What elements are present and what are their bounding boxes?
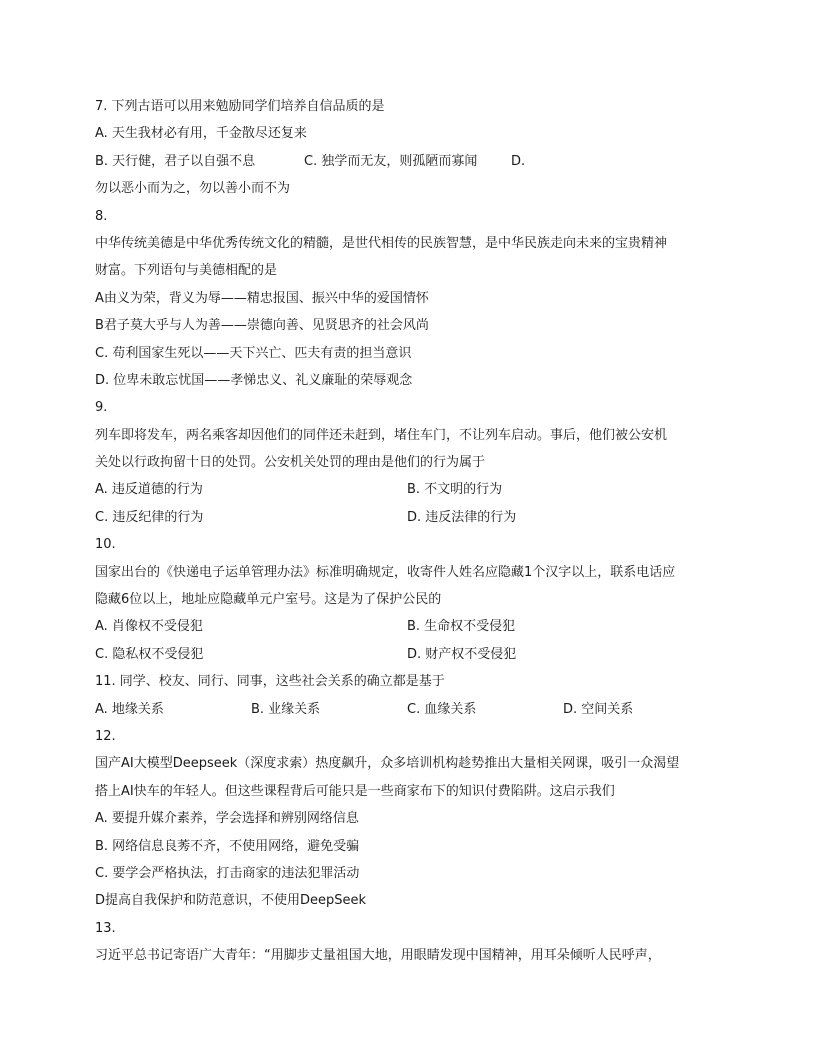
q7-option-a: A. 天生我材必有用，千金散尽还复来 [95, 126, 307, 142]
q8-option-c: C. 苟利国家生死以——天下兴亡、匹夫有责的担当意识 [95, 345, 412, 361]
q10-stem-line2: 隐藏6位以上，地址应隐藏单元户室号。这是为了保护公民的 [95, 592, 442, 608]
q7-option-d: 勿以恶小而为之，勿以善小而不为 [95, 181, 291, 197]
q8-option-a: A由义为荣，背义为辱——精忠报国、振兴中华的爱国情怀 [95, 290, 429, 306]
q13-number: 13. [95, 920, 116, 936]
q8-stem-line1: 中华传统美德是中华优秀传统文化的精髓，是世代相传的民族智慧，是中华民族走向未来的宝贵精神 [95, 235, 668, 251]
q12-option-b: B. 网络信息良莠不齐，不使用网络，避免受骗 [95, 838, 360, 854]
q9-option-c: C. 违反纪律的行为 [95, 509, 204, 525]
q10-stem-line1: 国家出台的《快递电子运单管理办法》标准明确规定，收寄件人姓名应隐藏1个汉字以上，联系电话应 [95, 564, 676, 580]
q12-option-a: A. 要提升媒介素养，学会选择和辨别网络信息 [95, 811, 359, 827]
q9-options-row1 [95, 476, 735, 503]
q9-option-a: A. 违反道德的行为 [95, 482, 203, 498]
q8-stem-line2: 财富。下列语句与美德相配的是 [95, 263, 278, 279]
q13-stem-line1: 习近平总书记寄语广大青年：“用脚步丈量祖国大地，用眼睛发现中国精神，用耳朵倾听人民呼声， [95, 948, 661, 964]
q7-option-b: B. 天行健，君子以自强不息 [95, 153, 256, 169]
q12-stem-line1: 国产AI大模型Deepseek（深度求索）热度飙升，众多培训机构趁势推出大量相关网课，吸引一众渴望 [95, 756, 680, 772]
q10-option-c: C. 隐私权不受侵犯 [95, 646, 204, 662]
q11-stem: 11. 同学、校友、同行、同事，这些社会关系的确立都是基于 [95, 674, 445, 690]
q10-number: 10. [95, 537, 116, 553]
q11-option-b: B. 业缘关系 [251, 701, 321, 717]
q12-option-d: D提高自我保护和防范意识，不使用DeepSeek [95, 893, 367, 909]
q7-option-d-label: D. [511, 153, 526, 169]
q10-option-a: A. 肖像权不受侵犯 [95, 619, 203, 635]
q12-option-c: C. 要学会严格执法，打击商家的违法犯罪活动 [95, 865, 360, 881]
q7-options-row [95, 148, 735, 175]
q7-stem: 7. 下列古语可以用来勉励同学们培养自信品质的是 [95, 99, 385, 114]
q12-number: 12. [95, 728, 116, 744]
q9-stem-line2: 关处以行政拘留十日的处罚。公安机关处罚的理由是他们的行为属于 [95, 455, 486, 471]
q8-number: 8. [95, 208, 108, 224]
q10-option-d: D. 财产权不受侵犯 [407, 646, 517, 662]
q11-option-c: C. 血缘关系 [407, 701, 477, 717]
q9-number: 9. [95, 400, 108, 416]
q8-option-b: B君子莫大乎与人为善——崇德向善、见贤思齐的社会风尚 [95, 318, 429, 334]
q10-options-row2 [95, 641, 735, 668]
q9-option-b: B. 不文明的行为 [407, 482, 503, 498]
q10-options-row1 [95, 613, 735, 640]
q7-option-c: C. 独学而无友，则孤陋而寡闻 [304, 153, 478, 169]
q12-stem-line2: 搭上AI快车的年轻人。但这些课程背后可能只是一些商家布下的知识付费陷阱。这启示我们 [95, 783, 615, 799]
q8-option-d: D. 位卑未敢忘忧国——孝悌忠义、礼义廉耻的荣辱观念 [95, 372, 413, 388]
q10-option-b: B. 生命权不受侵犯 [407, 619, 516, 635]
q11-options-row [95, 696, 735, 723]
question-list [95, 93, 735, 970]
q11-option-d: D. 空间关系 [563, 701, 634, 717]
q9-options-row2 [95, 504, 735, 531]
q9-stem-line1: 列车即将发车，两名乘客却因他们的同伴还未赶到，堵住车门，不让列车启动。事后，他们被公安机 [95, 427, 668, 443]
q9-option-d: D. 违反法律的行为 [407, 509, 517, 525]
q11-option-a: A. 地缘关系 [95, 701, 164, 717]
